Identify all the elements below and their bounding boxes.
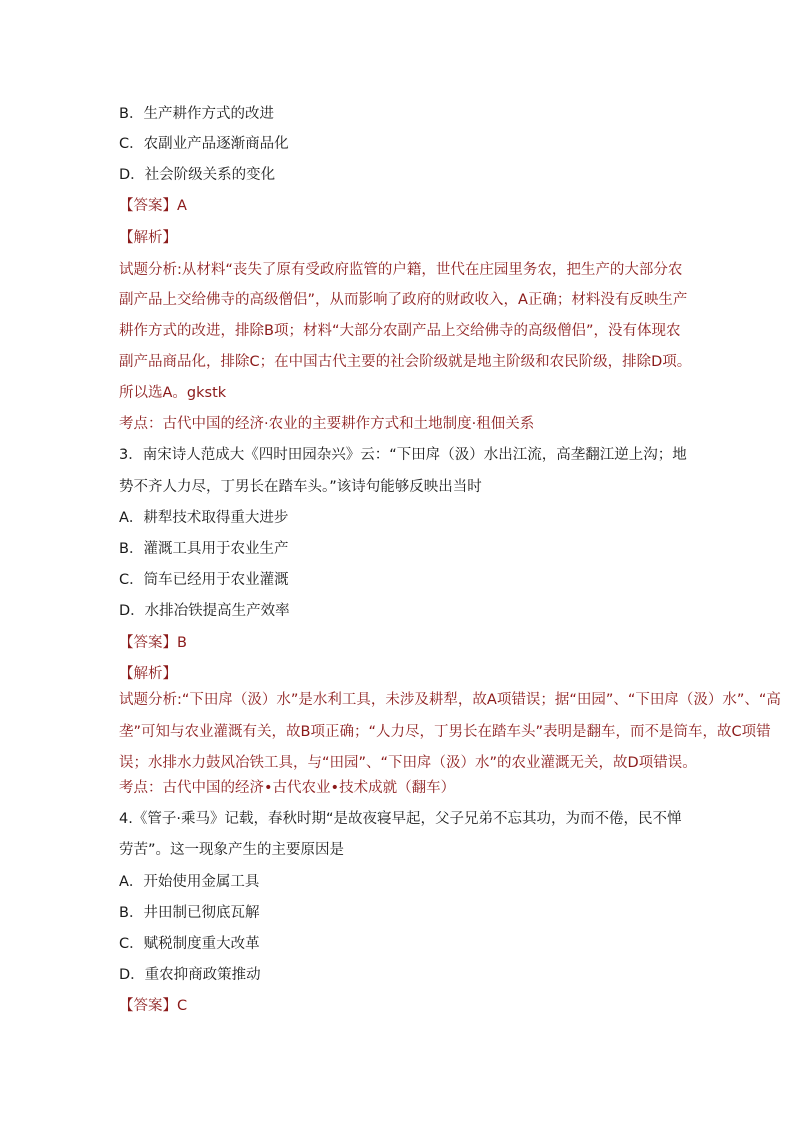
- analysis-prefix: 试题分析:: [119, 692, 182, 708]
- answer-label: 【答案】: [119, 998, 177, 1014]
- q4-option-a: A．开始使用金属工具: [119, 874, 260, 890]
- q3-analysis-line-3: 误；水排水力鼓风冶铁工具，与“田园”、“下田戽（汲）水”的农业灌溉无关，故D项错误。: [119, 755, 697, 771]
- q3-option-d: D．水排冶铁提高生产效率: [119, 603, 290, 619]
- q3-answer: [119, 633, 187, 653]
- q3-stem-line-2: 势不齐人力尽，丁男长在踏车头。”该诗句能够反映出当时: [119, 479, 482, 495]
- analysis-text: 从材料“丧失了原有受政府监管的户籍，世代在庄园里务农，把生产的大部分农: [181, 262, 683, 278]
- answer-label: 【答案】: [119, 635, 177, 651]
- answer-value: B: [177, 635, 187, 651]
- q2-answer: [119, 196, 187, 216]
- q4-option-c: C．赋税制度重大改革: [119, 936, 260, 952]
- q3-option-a: A．耕犁技术取得重大进步: [119, 510, 289, 526]
- analysis-text: “下田戽（汲）水”是水利工具，未涉及耕犁，故A项错误；据“田园”、“下田戽（汲）水”、“高: [181, 692, 781, 708]
- q3-option-b: B．灌溉工具用于农业生产: [119, 541, 289, 557]
- q2-analysis-line-2: 副产品上交给佛寺的高级僧侣”，从而影响了政府的财政收入，A正确；材料没有反映生产: [119, 292, 688, 308]
- q2-option-d: D．社会阶级关系的变化: [119, 167, 276, 183]
- q4-option-b: B．井田制已彻底瓦解: [119, 905, 260, 921]
- q3-analysis-label: 【解析】: [119, 666, 177, 682]
- q2-analysis-line-5: 所以选A。gkstk: [119, 385, 227, 401]
- q2-analysis-line-1: [119, 260, 682, 280]
- q2-kaodian: 考点：古代中国的经济·农业的主要耕作方式和土地制度·租佃关系: [119, 416, 535, 432]
- q2-analysis-line-3: 耕作方式的改进，排除B项；材料“大部分农副产品上交给佛寺的高级僧侣”，没有体现农: [119, 323, 681, 339]
- q2-option-b: B．生产耕作方式的改进: [119, 106, 274, 122]
- q4-option-d: D．重农抑商政策推动: [119, 967, 261, 983]
- q3-analysis-line-1: [119, 690, 781, 710]
- q3-stem-line-1: 3．南宋诗人范成大《四时田园杂兴》云：“下田戽（汲）水出江流，高垄翻江逆上沟；地: [119, 447, 687, 463]
- q4-stem-line-1: 4.《管子·乘马》记载，春秋时期“是故夜寝早起，父子兄弟不忘其功，为而不倦，民不惮: [119, 811, 682, 827]
- q2-analysis-label: 【解析】: [119, 230, 177, 246]
- q2-analysis-line-4: 副产品商品化，排除C；在中国古代主要的社会阶级就是地主阶级和农民阶级，排除D项。: [119, 354, 692, 370]
- q3-analysis-line-2: 垄”可知与农业灌溉有关，故B项正确；“人力尽，丁男长在踏车头”表明是翻车，而不是筒车，故C项错: [119, 724, 771, 740]
- answer-value: A: [177, 198, 187, 214]
- q2-option-c: C．农副业产品逐渐商品化: [119, 136, 289, 152]
- analysis-prefix: 试题分析:: [119, 262, 182, 278]
- q4-stem-line-2: 劳苦”。这一现象产生的主要原因是: [119, 842, 345, 858]
- q3-kaodian: 考点：古代中国的经济•古代农业•技术成就（翻车）: [119, 780, 456, 796]
- q4-answer: [119, 996, 187, 1016]
- answer-value: C: [177, 998, 188, 1014]
- q3-option-c: C．筒车已经用于农业灌溉: [119, 572, 289, 588]
- answer-label: 【答案】: [119, 198, 177, 214]
